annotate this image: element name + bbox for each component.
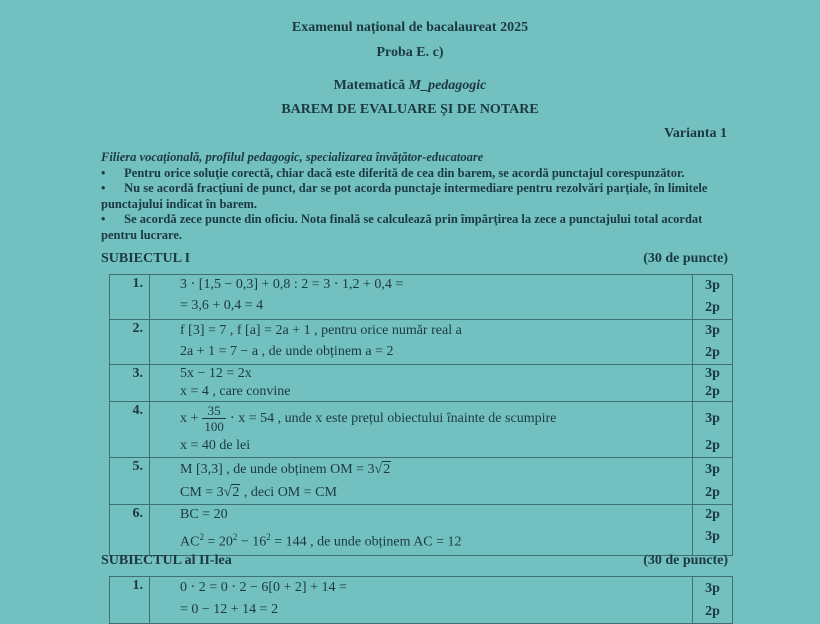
section-1-table [109, 274, 733, 556]
points-cell: 3p 2p [693, 365, 733, 402]
item-number: 1. [110, 275, 150, 320]
item-number: 1. [110, 577, 150, 624]
exam-title: Examenul național de bacalaureat 2025 [291, 20, 529, 35]
solution-cell [150, 365, 693, 402]
points-cell: 2p 3p [693, 505, 733, 556]
item-number: 6. [110, 505, 150, 556]
section-2-table [109, 576, 733, 624]
section-1-title: SUBIECTUL I [101, 251, 191, 266]
proba-title: Proba E. c) [376, 45, 444, 60]
table-row [110, 365, 733, 402]
fraction-numerator: 35 [202, 403, 226, 419]
solution-line: 5x − 12 = 2x [180, 366, 252, 381]
note-item: • Se acordă zece puncte din oficiu. Nota finală se calculează prin împărţirea la zece a punctajului total acordat pentru lucrare. [101, 212, 703, 242]
solution-cell [150, 458, 693, 505]
solution-cell [150, 275, 693, 320]
solution-line: = 0 − 12 + 14 = 2 [180, 602, 279, 617]
solution-line: BC = 20 [180, 507, 228, 522]
item-number: 5. [110, 458, 150, 505]
solution-cell [150, 402, 693, 458]
points-cell: 3p 2p [693, 577, 733, 624]
item-number: 3. [110, 365, 150, 402]
table-row [110, 577, 733, 624]
instructions [101, 150, 729, 243]
solution-line: 0 ⋅ 2 = 0 ⋅ 2 − 6[0 + 2] + 14 = [180, 580, 347, 595]
solution-line: x = 4 , care convine [180, 384, 291, 399]
solution-cell [150, 577, 693, 624]
table-row [110, 505, 733, 556]
section-1-header [101, 251, 728, 267]
solution-cell [150, 505, 693, 556]
note-item: • Nu se acordă fracţiuni de punct, dar se pot acorda punctaje intermediare pentru rezolvări parţiale, în limitele punctajului indicat în barem. [101, 181, 708, 211]
fraction [202, 403, 226, 434]
solution-line: 2a + 1 = 7 − a , de unde obținem a = 2 [180, 344, 394, 359]
note-item: • Pentru orice soluţie corectă, chiar dacă este diferită de cea din barem, se acordă punctajul corespunzător. [101, 165, 685, 180]
filiera-line: Filiera vocațională, profilul pedagogic, specializarea învățător-educatoare [101, 150, 484, 164]
subject-profile: M_pedagogic [408, 78, 487, 93]
solution-line: M [3,3] , de unde obținem OM = 3√2 [180, 462, 391, 477]
solution-line: $AC^2 = 20^2 - 16^2 = 144$ , de unde obținem AC = 12 [180, 532, 462, 550]
solution-line: f [3] = 7 , f [a] = 2a + 1 , pentru orice număr real a [180, 323, 462, 338]
item-number: 2. [110, 320, 150, 365]
item-number: 4. [110, 402, 150, 458]
subject-prefix: Matematică [333, 78, 406, 93]
table-row [110, 402, 733, 458]
solution-line: x + $\frac{35}{100}$ ⋅ x = 54 , unde x este prețul obiectului înainte de scumpire [180, 403, 557, 435]
solution-line: = 3,6 + 0,4 = 4 [180, 298, 264, 313]
points-cell: 3p 2p [693, 320, 733, 365]
barem-title: BAREM DE EVALUARE ȘI DE NOTARE [281, 102, 539, 117]
points-cell: 3p 2p [693, 275, 733, 320]
section-2-points: (30 de puncte) [643, 553, 728, 568]
table-row [110, 320, 733, 365]
section-2-title: SUBIECTUL al II-lea [101, 553, 232, 568]
solution-line: x = 40 de lei [180, 438, 251, 453]
table-row [110, 458, 733, 505]
table-row [110, 275, 733, 320]
section-2-header [101, 553, 728, 569]
solution-line: 3 ⋅ [1,5 − 0,3] + 0,8 : 2 = 3 ⋅ 1,2 + 0,4 = [180, 277, 404, 292]
section-1-points: (30 de puncte) [643, 251, 728, 266]
solution-cell [150, 320, 693, 365]
variant-label: Varianta 1 [664, 126, 727, 141]
fraction-denominator: 100 [204, 419, 224, 435]
subject-title [0, 78, 820, 94]
points-cell: 3p 2p [693, 458, 733, 505]
points-cell: 3p 2p [693, 402, 733, 458]
solution-line: CM = 3√2 , deci OM = CM [180, 485, 337, 500]
